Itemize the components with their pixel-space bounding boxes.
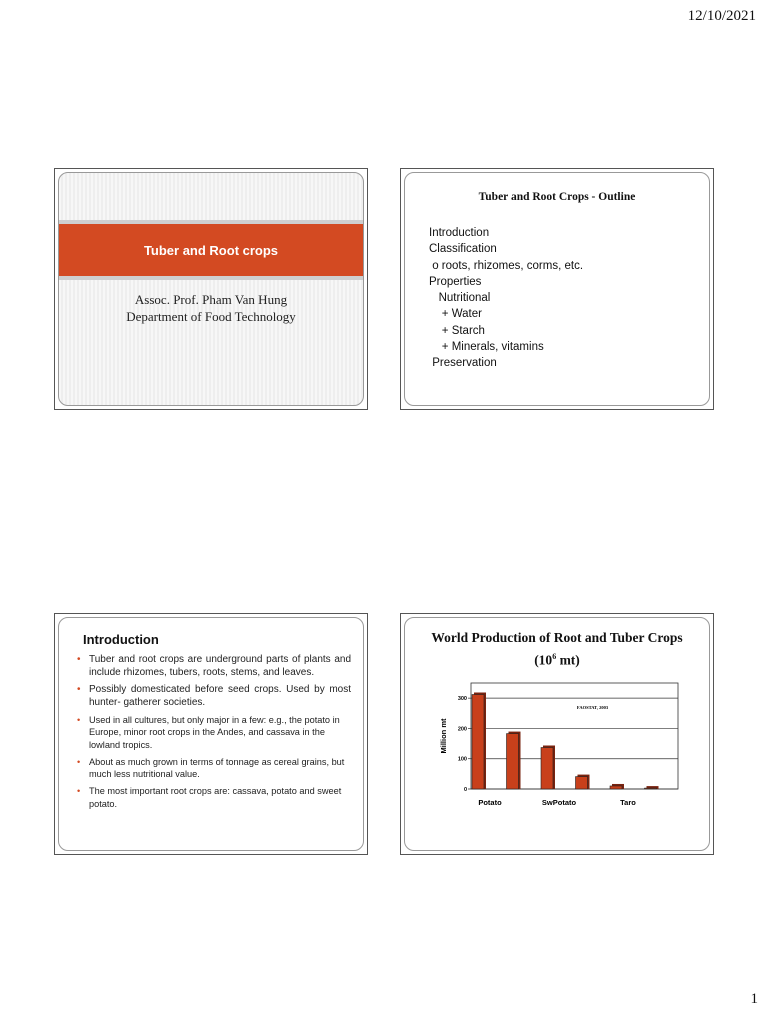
outline-list <box>429 225 583 372</box>
bullet-item: • About as much grown in terms of tonnage as cereal grains, but much less nutritional value. <box>77 756 351 781</box>
outline-item: Preservation <box>429 357 497 370</box>
bar <box>610 786 622 789</box>
outline-item: Classification <box>429 243 497 256</box>
bullet-item: • The most important root crops are: cassava, potato and sweet potato. <box>77 785 351 810</box>
title-band-bottom-rule <box>59 276 363 280</box>
y-tick-label: 200 <box>457 726 467 733</box>
x-tick-label: SwPotato <box>541 798 577 807</box>
source-annotation: FAOSTAT, 2003 <box>576 705 609 710</box>
outline-item: Properties <box>429 275 482 288</box>
outline-title: Tuber and Root Crops - Outline <box>478 191 636 203</box>
outline-item: + Starch <box>429 324 485 337</box>
slide-introduction <box>54 613 368 855</box>
chart-title-unit-base: (10 <box>534 652 553 668</box>
page-date: 12/10/2021 <box>687 8 756 24</box>
chart-title-unit-exponent: 6 <box>552 652 557 661</box>
plot-area <box>471 683 678 789</box>
slide-frame <box>404 172 710 406</box>
chart-title-line1: World Production of Root and Tuber Crops <box>431 630 683 645</box>
y-tick-label: 0 <box>463 787 467 793</box>
y-tick-label: 300 <box>457 696 467 703</box>
outline-item: Introduction <box>429 227 490 239</box>
bullet-item: • Tuber and root crops are underground parts of plants and include rhizomes, tubers, roots, stems, and leaves. <box>77 654 351 679</box>
production-bar-chart <box>405 618 710 851</box>
slide-title <box>54 168 368 410</box>
slide-title-text: Tuber and Root crops <box>143 242 279 258</box>
slide-frame <box>404 617 710 851</box>
bar <box>645 788 657 789</box>
x-tick-label: Potato <box>478 798 502 807</box>
author-department: Department of Food Technology <box>126 309 296 324</box>
bar <box>541 748 553 789</box>
slide-frame <box>58 617 364 851</box>
outline-item: o roots, rhizomes, corms, etc. <box>429 259 584 272</box>
outline-item: Nutritional <box>429 292 491 305</box>
page-number: 1 <box>750 991 758 1007</box>
introduction-title: Introduction <box>83 632 159 647</box>
x-tick-label: Taro <box>620 798 636 807</box>
bullet-item: • Used in all cultures, but only major in a few: e.g., the potato in Europe, minor root crops in the Andes, and cassava in the lowland tropics. <box>77 714 351 751</box>
y-tick-label: 100 <box>457 756 467 763</box>
outline-item: + Water <box>429 308 482 321</box>
author-name: Assoc. Prof. Pham Van Hung <box>134 292 288 307</box>
bar <box>576 777 588 789</box>
slide-frame <box>58 172 364 406</box>
bullet-item: • Possibly domesticated before seed crops. Used by most hunter- gatherer societies. <box>77 684 351 709</box>
chart-title-unit-end: mt) <box>556 652 580 668</box>
author-block <box>59 291 363 325</box>
outline-item: + Minerals, vitamins <box>429 341 544 354</box>
slide-outline <box>400 168 714 410</box>
bar <box>507 734 519 789</box>
title-band <box>59 224 363 276</box>
introduction-bullets <box>77 654 351 815</box>
bar <box>472 695 484 789</box>
slide-production-chart <box>400 613 714 855</box>
y-axis-label: Million mt <box>439 718 448 754</box>
